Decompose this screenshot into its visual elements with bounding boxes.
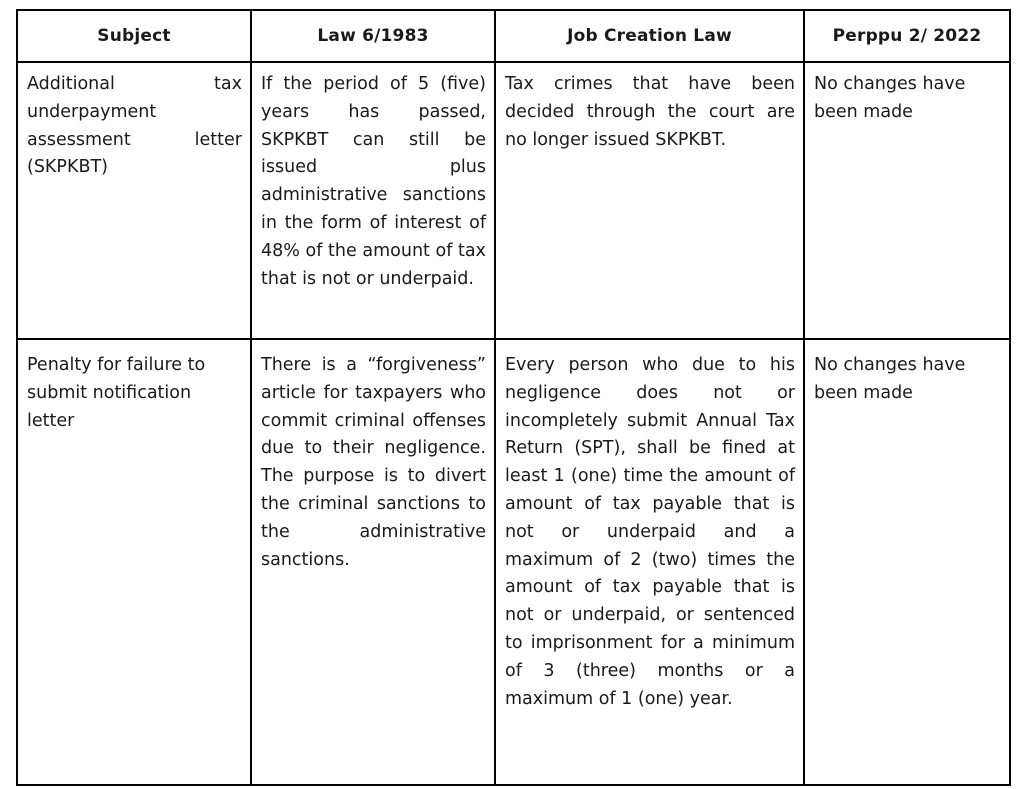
cell-law-6-1983: If the period of 5 (five) years has passed, SKPKBT can still be issued plus administrative sanctions in the form of interest of 48% of the amount of tax that is not or underpaid. [251, 62, 495, 339]
cell-job-creation-law: Tax crimes that have been decided through the court are no longer issued SKPKBT. [495, 62, 804, 339]
cell-perppu-2-2022: No changes have been made [804, 62, 1010, 339]
header-row [17, 10, 1010, 62]
cell-job-creation-law: Every person who due to his negligence does not or incompletely submit Annual Tax Return (SPT), shall be fined at least 1 (one) time the amount of amount of tax payable that is not or underpaid and a maximum of 2 (two) times the amount of tax payable that is not or underpaid, or sentenced to imprisonment for a minimum of 3 (three) months or a maximum of 1 (one) year. [495, 339, 804, 785]
comparison-table [16, 9, 1011, 786]
table-row [17, 339, 1010, 785]
cell-perppu-2-2022: No changes have been made [804, 339, 1010, 785]
table-row [17, 62, 1010, 339]
cell-subject: Additional tax underpayment assessment letter (SKPKBT) [17, 62, 251, 339]
cell-subject: Penalty for failure to submit notification letter [17, 339, 251, 785]
header-perppu-2-2022: Perppu 2/ 2022 [804, 10, 1010, 62]
header-law-6-1983: Law 6/1983 [251, 10, 495, 62]
header-job-creation-law: Job Creation Law [495, 10, 804, 62]
cell-law-6-1983: There is a “forgiveness” article for taxpayers who commit criminal offenses due to their negligence. The purpose is to divert the criminal sanctions to the administrative sanctions. [251, 339, 495, 785]
header-subject: Subject [17, 10, 251, 62]
